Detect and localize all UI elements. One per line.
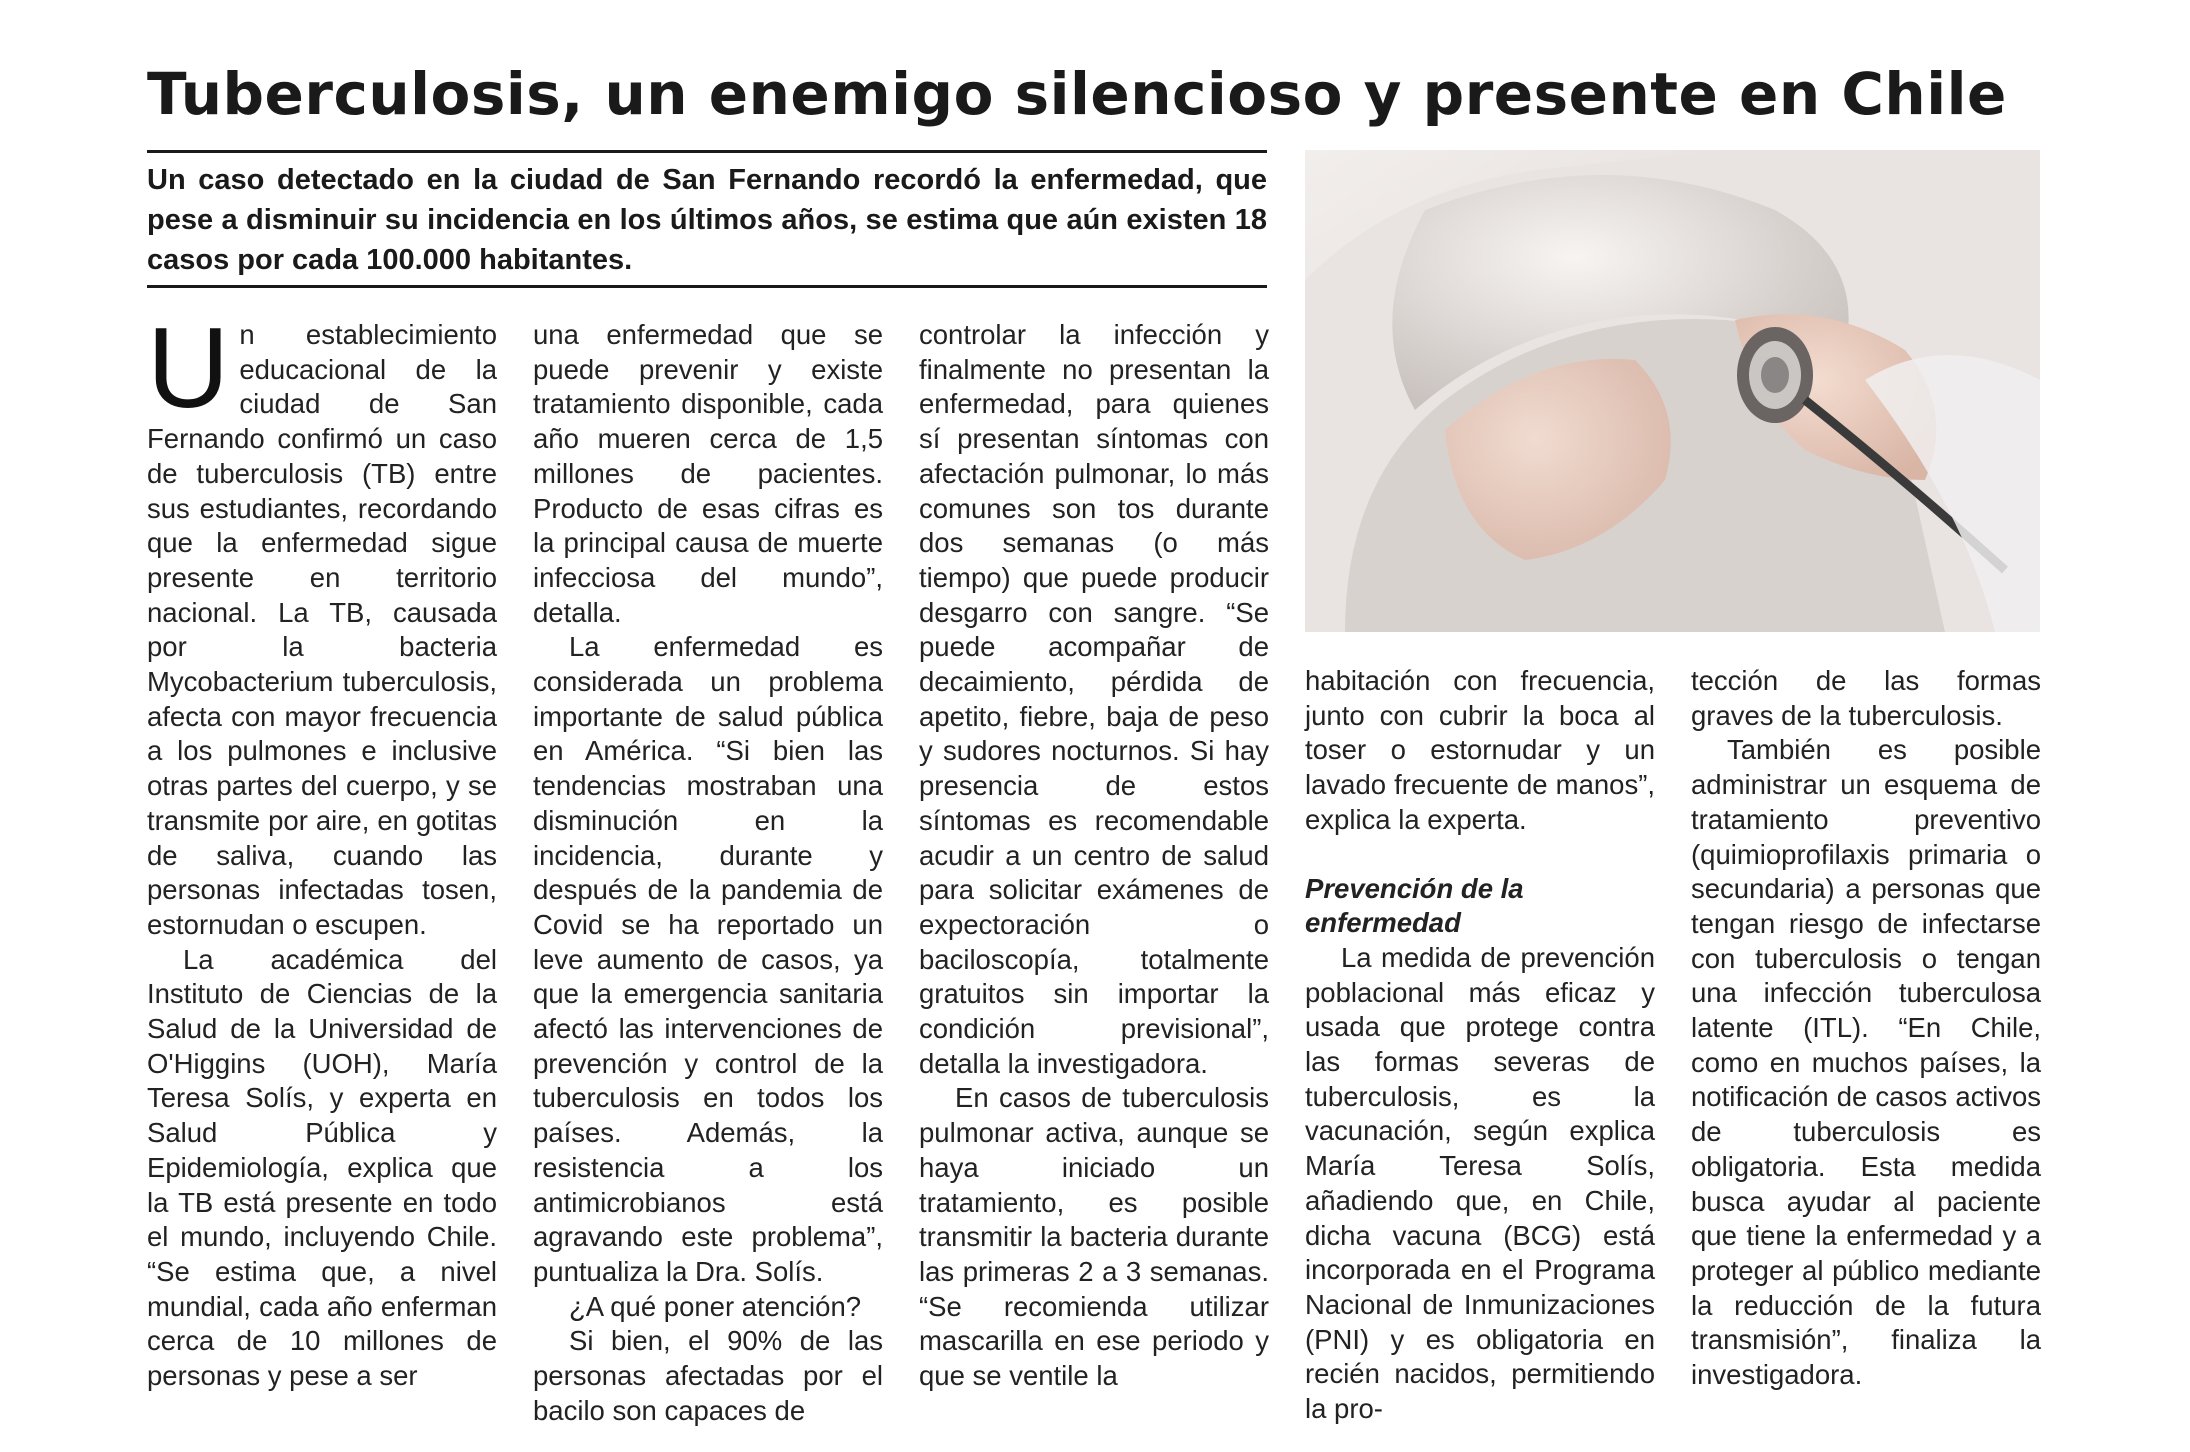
drop-cap: U <box>147 305 230 432</box>
paragraph: controlar la infección y finalmente no presentan la enfermedad, para quienes sí presentan síntomas con afectación pulmonar, lo más comunes son tos durante dos semanas (o más tiempo) que puede producir desgarro con sangre. “Se puede acompañar de decaimiento, pérdida de apetito, fiebre, baja de peso y sudores nocturnos. Si hay presencia de estos síntomas es recomendable acudir a un centro de salud para solicitar exámenes de expectoración o baciloscopía, totalmente gratuitos sin importar la condición previsional”, detalla la investigadora. <box>919 319 1269 1079</box>
paragraph-text: n establecimiento educacional de la ciudad de San Fernando confirmó un caso de tuberculosis (TB) entre sus estudiantes, recordando que la enfermedad sigue presente en territorio nacional. La TB, causada por la bacteria Mycobacterium tuberculosis, afecta con mayor frecuencia a los pulmones e inclusive otras partes del cuerpo, y se transmite por aire, en gotitas de saliva, cuando las personas infectadas tosen, estornudan o escupen. <box>147 319 497 940</box>
paragraph: La medida de prevención poblacional más eficaz y usada que protege contra las formas severas de tuberculosis, es la vacunación, según explica María Teresa Solís, añadiendo que, en Chile, dicha vacuna (BCG) está incorporada en el Programa Nacional de Inmunizaciones (PNI) y es obligatoria en recién nacidos, permitiendo la pro- <box>1305 941 1655 1425</box>
photo-illustration <box>1305 150 2040 632</box>
paragraph: una enfermedad que se puede prevenir y existe tratamiento disponible, cada año mueren cerca de 1,5 millones de pacientes. Producto de esas cifras es la principal causa de muerte infecciosa del mundo”, detalla. <box>533 319 883 628</box>
column-3 <box>919 318 1269 1394</box>
article-deck: Un caso detectado en la ciudad de San Fernando recordó la enfermedad, que pese a disminuir su incidencia en los últimos años, se estima que aún existen 18 casos por cada 100.000 habitantes. <box>147 164 1267 276</box>
paragraph: Si bien, el 90% de las personas afectadas por el bacilo son capaces de <box>533 1325 883 1426</box>
doctor-stethoscope-photo <box>1305 150 2040 632</box>
column-1 <box>147 305 497 1394</box>
deck-bottom-rule <box>147 285 1267 288</box>
column-4 <box>1305 664 1655 1427</box>
paragraph: La académica del Instituto de Ciencias de la Salud de la Universidad de O'Higgins (UOH), María Teresa Solís, y experta en Salud Pública y Epidemiología, explica que la TB está presente en todo el mundo, incluyendo Chile. “Se estima que, a nivel mundial, cada año enferman cerca de 10 millones de personas y pese a ser <box>147 943 497 1392</box>
paragraph: La enfermedad es considerada un problema importante de salud pública en América. “Si bien las tendencias mostraban una disminución en la incidencia, durante y después de la pandemia de Covid se ha reportado un leve aumento de casos, ya que la emergencia sanitaria afectó las intervenciones de prevención y control de la tuberculosis en todos los países. Además, la resistencia a los antimicrobianos está agravando este problema”, puntualiza la Dra. Solís. <box>533 631 883 1287</box>
subheading: Prevención de la enfermedad <box>1305 872 1524 939</box>
column-2 <box>533 318 883 1429</box>
paragraph: habitación con frecuencia, junto con cubrir la boca al toser o estornudar y un lavado frecuente de manos”, explica la experta. <box>1305 665 1655 835</box>
top-rule <box>147 150 1267 153</box>
article-headline: Tuberculosis, un enemigo silencioso y presente en Chile <box>147 60 2007 128</box>
paragraph <box>147 305 497 943</box>
section-question: ¿A qué poner atención? <box>569 1290 862 1322</box>
paragraph: También es posible administrar un esquema de tratamiento preventivo (quimioprofilaxis primaria o secundaria) a personas que tengan riesgo de infectarse con tuberculosis o tengan una infección tuberculosa latente (ITL). “En Chile, como en muchos países, la notificación de casos activos de tuberculosis es obligatoria. Esta medida busca ayudar al paciente que tiene la enfermedad y a proteger al público mediante la reducción de la futura transmisión”, finaliza la investigadora. <box>1691 734 2041 1391</box>
column-5 <box>1691 664 2041 1393</box>
paragraph: tección de las formas graves de la tuberculosis. <box>1691 665 2041 731</box>
paragraph: En casos de tuberculosis pulmonar activa, aunque se haya iniciado un tratamiento, es posible transmitir la bacteria durante las primeras 2 a 3 semanas. “Se recomienda utilizar mascarilla en ese periodo y que se ventile la <box>919 1082 1269 1392</box>
